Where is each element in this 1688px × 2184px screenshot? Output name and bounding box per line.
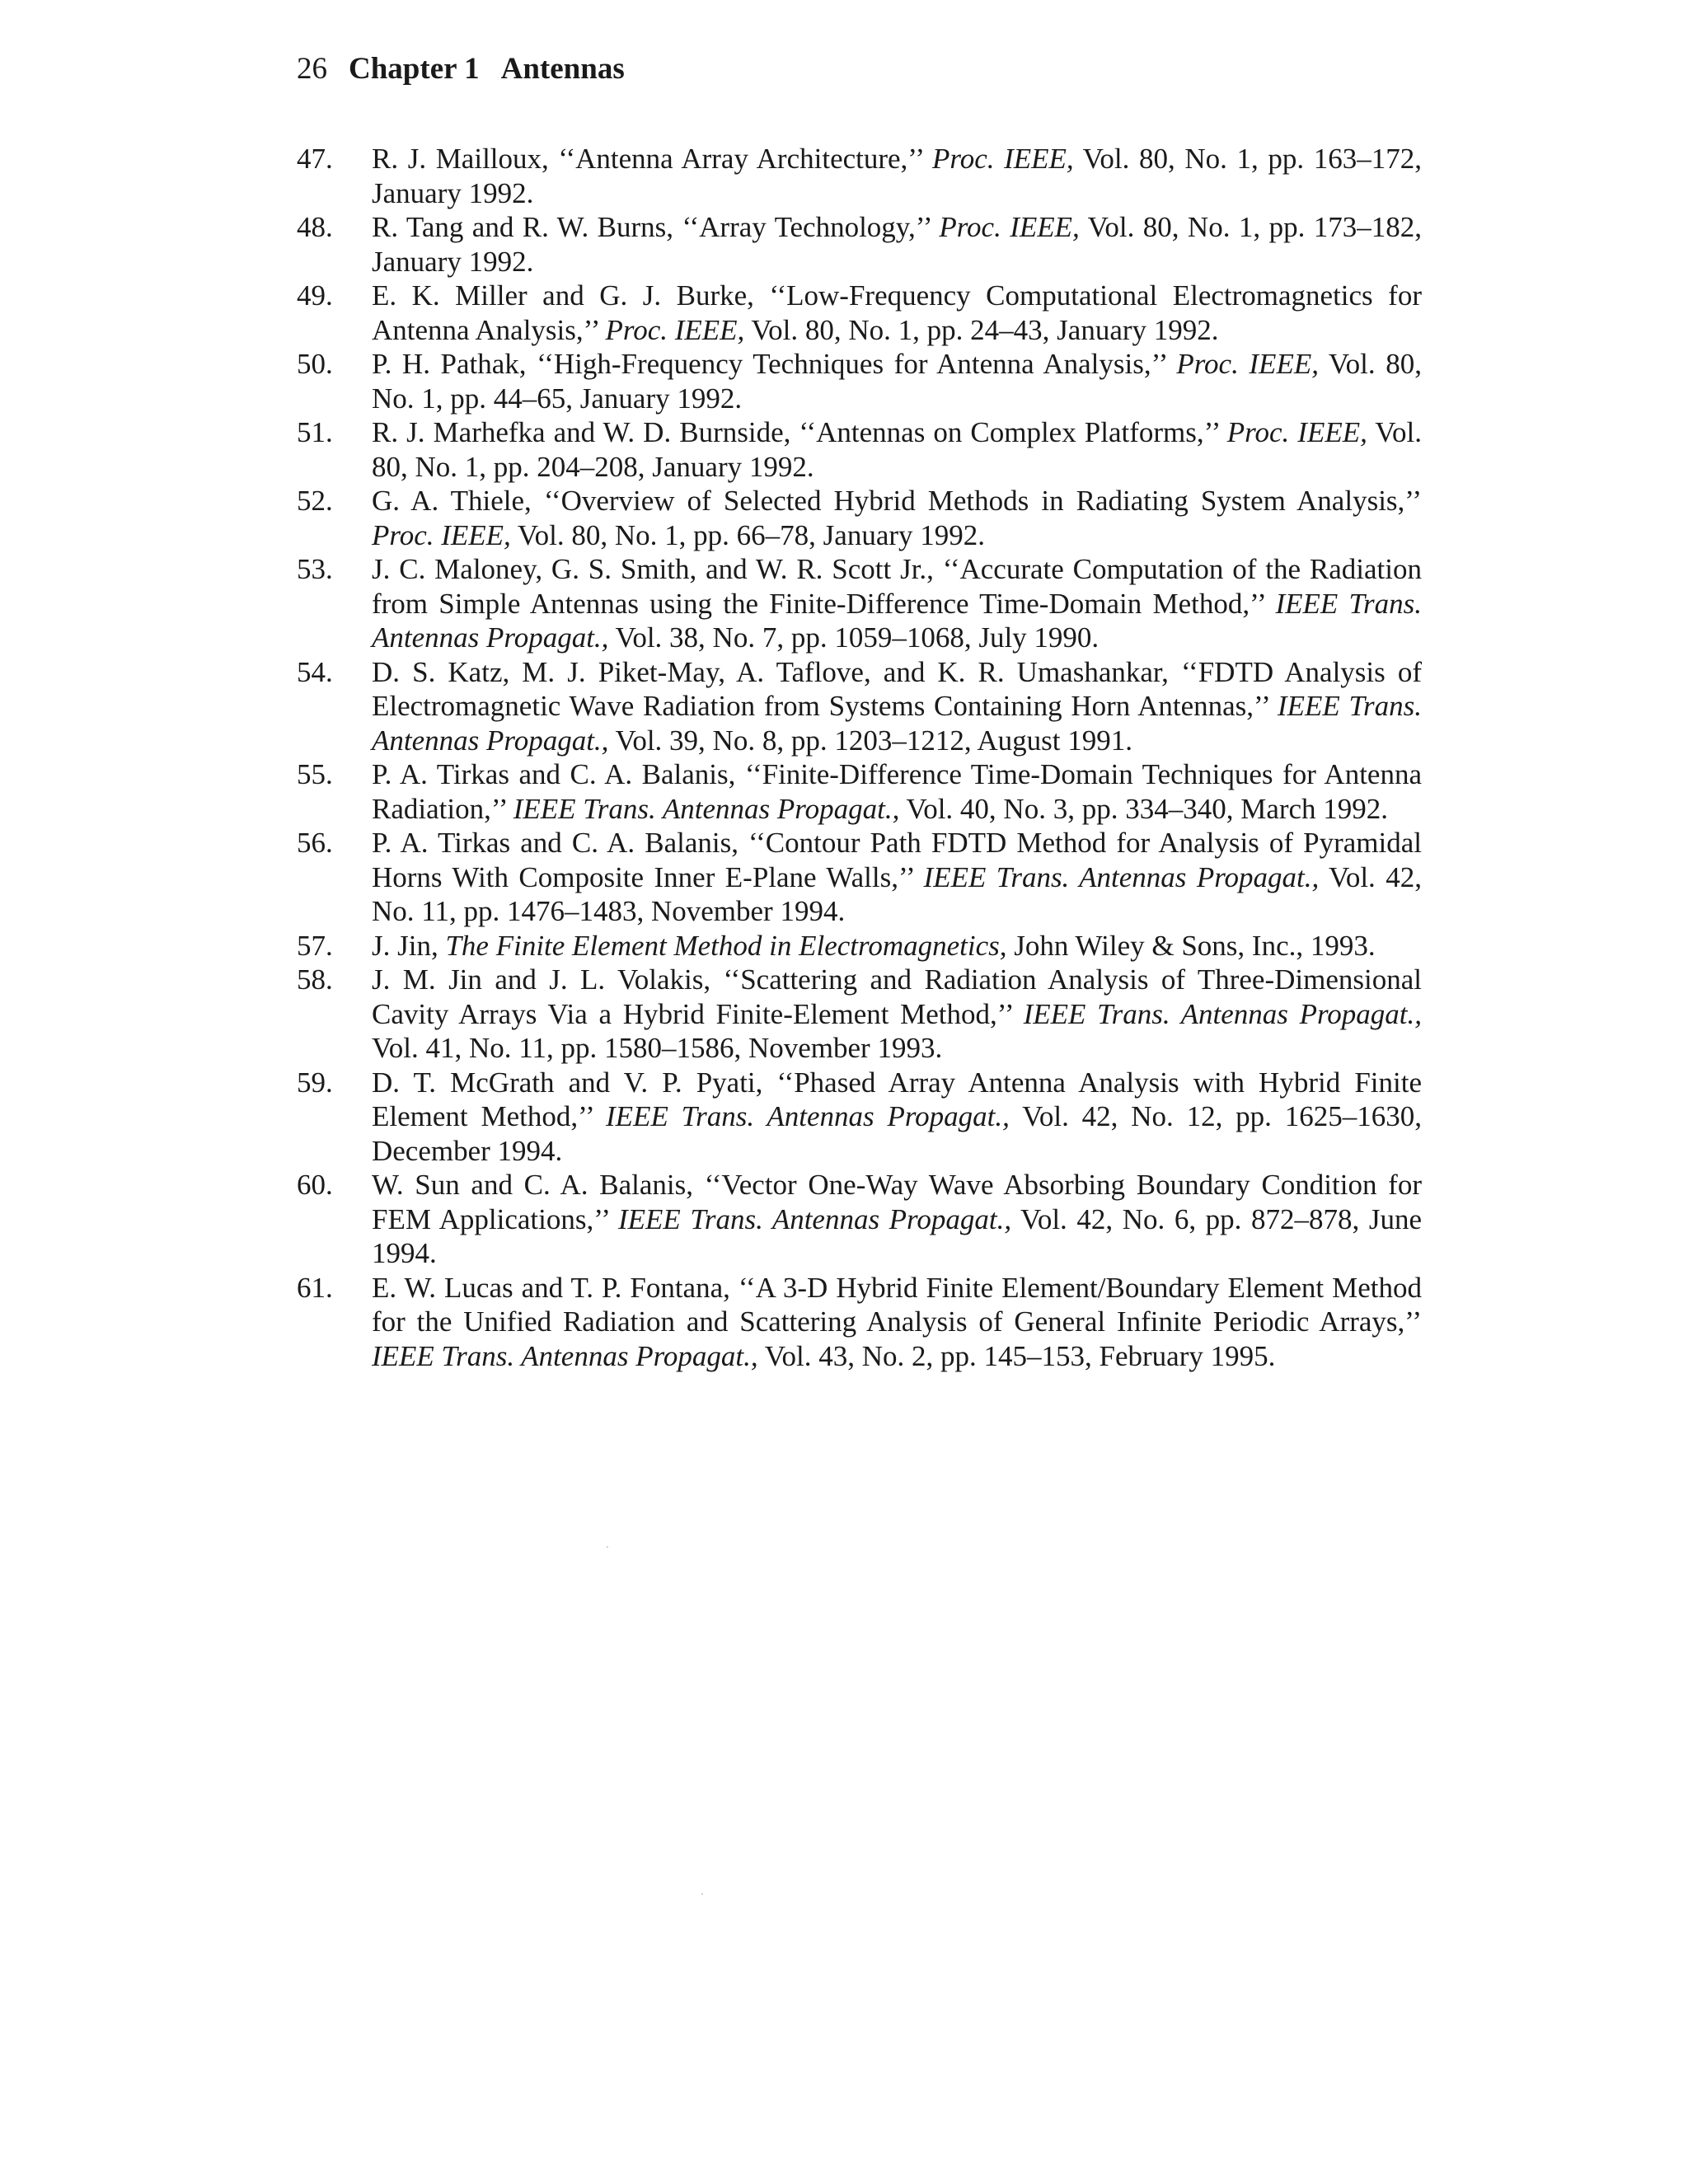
reference-text <box>372 1066 1422 1169</box>
reference-source-italic: IEEE Trans. Antennas Propagat., <box>372 1339 758 1372</box>
reference-text-segment: Vol. 80, No. 1, pp. 173–182, January 1992. <box>372 211 1422 278</box>
reference-text-segment: Vol. 42, No. 12, pp. 1625–1630, December 1994. <box>372 1100 1422 1167</box>
reference-source-italic: Proc. IEEE, <box>932 143 1074 175</box>
reference-item <box>297 484 1422 552</box>
reference-source-italic: The Finite Element Method in Electromagnetics, <box>445 929 1007 962</box>
reference-text-segment: J. C. Maloney, G. S. Smith, and W. R. Scott Jr., ‘‘Accurate Computation of the Radiation from Simple Antennas using the Finite-Difference Time-Domain Method,’’ <box>372 553 1422 620</box>
reference-text <box>372 210 1422 279</box>
reference-number: 50. <box>297 348 333 380</box>
reference-number: 51. <box>297 416 333 448</box>
reference-number: 48. <box>297 211 333 243</box>
reference-text <box>372 484 1422 552</box>
chapter-title: Antennas <box>500 52 625 86</box>
reference-text-segment: D. S. Katz, M. J. Piket-May, A. Taflove, and K. R. Umashankar, ‘‘FDTD Analysis of Electromagnetic Wave Radiation from Systems Containing Horn Antennas,’’ <box>372 655 1422 722</box>
reference-text-segment: G. A. Thiele, ‘‘Overview of Selected Hybrid Methods in Radiating System Analysis,’’ <box>372 485 1422 517</box>
reference-text-segment: E. W. Lucas and T. P. Fontana, ‘‘A 3-D Hybrid Finite Element/Boundary Element Method for the Unified Radiation and Scattering Analysis of General Infinite Periodic Arrays,’’ <box>372 1271 1422 1338</box>
reference-text-segment: J. Jin, <box>372 929 446 962</box>
chapter-label: Chapter 1 <box>349 52 480 86</box>
reference-source-italic: Proc. IEEE, <box>372 518 511 551</box>
reference-text-segment: Vol. 40, No. 3, pp. 334–340, March 1992. <box>899 792 1389 825</box>
reference-text-segment: Vol. 80, No. 1, pp. 24–43, January 1992. <box>744 313 1219 346</box>
reference-source-italic: Proc. IEEE, <box>605 313 745 346</box>
reference-source-italic: IEEE Trans. Antennas Propagat., <box>372 587 1422 654</box>
running-head <box>297 49 625 89</box>
reference-source-italic: Proc. IEEE, <box>939 211 1080 243</box>
reference-text-segment: P. A. Tirkas and C. A. Balanis, ‘‘Finite-Difference Time-Domain Techniques for Antenna Radiation,’’ <box>372 758 1422 825</box>
reference-source-italic: IEEE Trans. Antennas Propagat., <box>513 792 900 825</box>
reference-number: 60. <box>297 1169 333 1201</box>
reference-number: 56. <box>297 827 333 859</box>
reference-text-segment: D. T. McGrath and V. P. Pyati, ‘‘Phased Array Antenna Analysis with Hybrid Finite Element Method,’’ <box>372 1066 1422 1132</box>
reference-number: 57. <box>297 929 333 962</box>
reference-item <box>297 142 1422 210</box>
reference-text-segment: P. A. Tirkas and C. A. Balanis, ‘‘Contour Path FDTD Method for Analysis of Pyramidal Horns With Composite Inner E-Plane Walls,’’ <box>372 827 1422 893</box>
reference-item <box>297 279 1422 347</box>
reference-number: 52. <box>297 485 333 517</box>
reference-item <box>297 826 1422 929</box>
reference-number: 49. <box>297 279 333 312</box>
reference-item <box>297 929 1422 963</box>
reference-source-italic: IEEE Trans. Antennas Propagat., <box>372 690 1422 757</box>
reference-text-segment: Vol. 38, No. 7, pp. 1059–1068, July 1990. <box>608 621 1100 654</box>
reference-text <box>372 1168 1422 1271</box>
reference-text-segment: P. H. Pathak, ‘‘High-Frequency Techniques for Antenna Analysis,’’ <box>372 348 1177 380</box>
reference-number: 54. <box>297 655 333 688</box>
reference-text-segment: J. M. Jin and J. L. Volakis, ‘‘Scattering and Radiation Analysis of Three-Dimensional Cavity Arrays Via a Hybrid Finite-Element Method,’’ <box>372 963 1422 1030</box>
reference-number: 53. <box>297 553 333 585</box>
reference-text-segment: Vol. 80, No. 1, pp. 204–208, January 1992. <box>372 416 1422 483</box>
reference-item <box>297 1271 1422 1374</box>
reference-text-segment: Vol. 42, No. 11, pp. 1476–1483, November 1994. <box>372 860 1422 927</box>
reference-text-segment: R. J. Mailloux, ‘‘Antenna Array Architecture,’’ <box>372 143 933 175</box>
reference-item <box>297 963 1422 1066</box>
reference-text <box>372 142 1422 210</box>
reference-text-segment: Vol. 41, No. 11, pp. 1580–1586, November 1993. <box>372 1032 943 1064</box>
reference-source-italic: IEEE Trans. Antennas Propagat., <box>617 1202 1012 1235</box>
reference-item <box>297 1066 1422 1169</box>
page-number: 26 <box>297 52 327 86</box>
scan-speck <box>701 1893 703 1895</box>
reference-text-segment: E. K. Miller and G. J. Burke, ‘‘Low-Frequency Computational Electromagnetics for Antenna Analysis,’’ <box>372 279 1422 346</box>
reference-item <box>297 552 1422 655</box>
reference-text-segment: Vol. 80, No. 1, pp. 66–78, January 1992. <box>510 518 986 551</box>
reference-list <box>297 142 1422 1373</box>
reference-text-segment: Vol. 39, No. 8, pp. 1203–1212, August 1991. <box>608 724 1133 757</box>
reference-text <box>372 757 1422 826</box>
reference-text-segment: John Wiley & Sons, Inc., 1993. <box>1006 929 1376 962</box>
reference-number: 47. <box>297 143 333 175</box>
reference-text <box>372 963 1422 1066</box>
reference-text-segment: Vol. 43, No. 2, pp. 145–153, February 1995. <box>757 1339 1276 1372</box>
reference-number: 59. <box>297 1066 333 1099</box>
reference-item <box>297 347 1422 415</box>
reference-source-italic: IEEE Trans. Antennas Propagat., <box>1023 997 1423 1030</box>
reference-number: 58. <box>297 963 333 996</box>
scan-speck <box>607 1546 608 1548</box>
reference-item <box>297 210 1422 279</box>
reference-text-segment: W. Sun and C. A. Balanis, ‘‘Vector One-Way Wave Absorbing Boundary Condition for FEM Applications,’’ <box>372 1169 1422 1235</box>
reference-source-italic: Proc. IEEE, <box>1226 416 1367 448</box>
reference-source-italic: Proc. IEEE, <box>1176 348 1319 380</box>
reference-text-segment: Vol. 80, No. 1, pp. 163–172, January 1992. <box>372 143 1422 209</box>
reference-item <box>297 415 1422 484</box>
reference-text-segment: R. Tang and R. W. Burns, ‘‘Array Technology,’’ <box>372 211 940 243</box>
reference-number: 61. <box>297 1271 333 1304</box>
reference-number: 55. <box>297 758 333 790</box>
reference-text <box>372 826 1422 929</box>
reference-text <box>372 279 1422 347</box>
reference-text <box>372 655 1422 758</box>
reference-item <box>297 757 1422 826</box>
reference-text <box>372 552 1422 655</box>
reference-source-italic: IEEE Trans. Antennas Propagat., <box>606 1100 1010 1132</box>
reference-text <box>372 347 1422 415</box>
reference-text-segment: Vol. 80, No. 1, pp. 44–65, January 1992. <box>372 348 1422 415</box>
reference-text-segment: Vol. 42, No. 6, pp. 872–878, June 1994. <box>372 1202 1423 1269</box>
reference-text <box>372 415 1422 484</box>
reference-text-segment: R. J. Marhefka and W. D. Burnside, ‘‘Antennas on Complex Platforms,’’ <box>372 416 1227 448</box>
reference-text <box>372 929 1422 963</box>
reference-item <box>297 1168 1422 1271</box>
reference-text <box>372 1271 1422 1374</box>
reference-source-italic: IEEE Trans. Antennas Propagat., <box>923 860 1320 893</box>
reference-item <box>297 655 1422 758</box>
